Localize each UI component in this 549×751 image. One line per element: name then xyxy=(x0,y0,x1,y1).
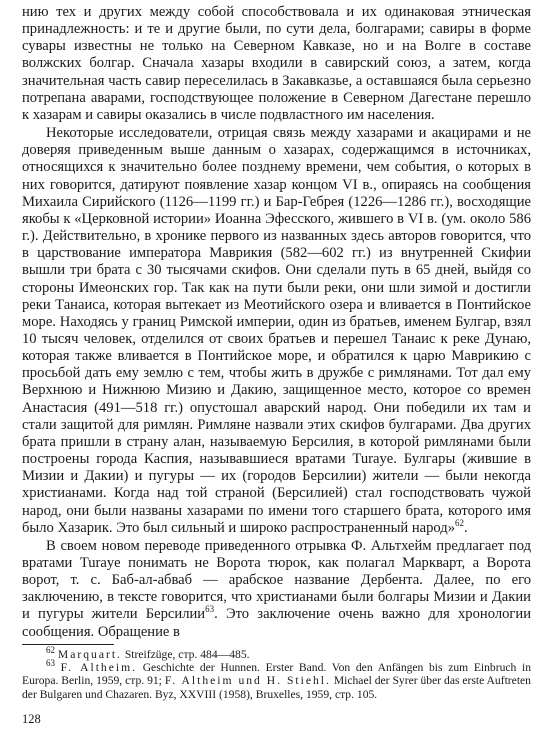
footnote-number: 62 xyxy=(46,644,55,655)
footnote-author: F. Altheim. xyxy=(60,661,138,675)
paragraph-3-text: В своем новом переводе приведенного отрывка Ф. Альтхейм предлагает под вратами Turaye понимать не Ворота тюрок, как полагал Маркварт, а Ворота ворот, т. с. Баб-ал-абваб — арабское название Дербента. Далее, по его заключению, в тексте говорится, что христианами были болгары Мизии и Дакии и пугуры жители Берсилии xyxy=(22,537,531,623)
footnote-author: Marquart. xyxy=(57,647,122,661)
footnotes xyxy=(22,644,532,701)
footnote-author: F. Altheim und H. Stiehl. xyxy=(164,674,331,688)
footnote-text: Geschichte der Hunnen. Erster Band. Von den Anfängen bis zum Einbruch in Europa. Berlin, 1959, стр. 91; xyxy=(22,661,532,688)
paragraph-2-text: Некоторые исследователи, отрицая связь между хазарами и акацирами и не доверяя приведенным выше данным о хазарах, содержащимся в источниках, относящихся к значительно более позднему времени, чем события, о которых в них говорится, датируют появление хазар концом VI в., опираясь на сообщения Михаила Сирийского (1126—1199 гг.) и Бар-Гебрея (1226—1286 гг.), восходящие якобы к «Церковной истории» Иоанна Эфесского, жившего в VI в. (ум. около 586 г.). Действительно, в хронике первого из названных здесь авторов говорится, что в царствование императора Маврикия (582—602 гг.) из внутренней Скифии вышли три брата с 30 тысячами скифов. Они сделали путь в 65 дней, выйдя со стороны Имеонских гор. Так как на пути были реки, они шли зимой и достигли реки Танаиса, которая вытекает из Меотийского озера и вливается в Понтийское море. Находясь у границ Римской империи, один из братьев, именем Булгар, взял 10 тысяч человек, отделился от своих братьев и перешел Танаис к реке Дунаю, которая также вливается в Понтийское море, и обратился к царю Маврикию с просьбой дать ему землю с тем, чтобы жить в дружбе с римлянами. Тот дал ему Верхнюю и Нижнюю Мизию и Дакию, защищенное место, которое со времен Анастасия (491—518 гг.) опустошал аварский народ. Они победили их там и стали защитой для римлян. Римляне назвали этих скифов булгарами. Два других брата пришли в страну алан, называемую Берсилия, в которой римлянами были построены города Каспия, называвшиеся вратами Turaye. Булгары (жившие в Мизии и Дакии) и пугуры — их (городов Берсилии) жители — были некогда христианами. Когда над той страной (Берсилией) стал господствовать чужой народ, они были названы хазарами по имени того старшего брата, которого имя было Хазарик. Это был сильный и широко распространенный народ» xyxy=(22,125,531,536)
page-number: 128 xyxy=(22,712,41,726)
footnote-62 xyxy=(22,644,531,661)
paragraph-3 xyxy=(22,538,531,641)
footnote-ref-63: 63 xyxy=(205,604,215,615)
footnote-number: 63 xyxy=(46,658,55,669)
footnote-63 xyxy=(22,658,532,701)
footnote-ref-62: 62 xyxy=(455,517,465,528)
paragraph-3-tail: . Это заключение очень важно для хронологии сообщения. Обращение в xyxy=(22,606,531,640)
page-body xyxy=(22,4,531,701)
footnote-divider xyxy=(22,644,114,645)
paragraph-2: Некоторые исследователи, отрицая связь между хазарами и акацирами и не доверяя приведенным выше данным о хазарах, содержащимся в источниках, относящихся к значительно более позднему времени, чем события, о которых в них говорится, датируют появление хазар концом VI в., опираясь на сообщения Михаила Сирийского (1126—1199 гг.) и Бар-Гебрея (1226—1286 гг.), восходящие якобы к «Церковной истории» Иоанна Эфесского, жившего в VI в. (ум. около 586 г.). Действительно, в хронике первого из названных здесь авторов говорится, что в царствование императора Маврикия (582—602 гг.) из внутренней Скифии вышли три брата с 30 тысячами скифов. Они сделали путь в 65 дней, выйдя со стороны Имеонских гор. Так как на пути были реки, они шли зимой и достигли реки Танаиса, которая вытекает из Меотийского озера и вливается в Понтийское море. Находясь у границ Римской империи, один из братьев, именем Булгар, взял 10 тысяч человек, отделился от своих братьев и перешел Танаис к реке Дунаю, которая также вливается в Понтийское море, и обратился к царю Маврикию с просьбой дать ему землю с тем, чтобы жить в дружбе с римлянами. Тот дал ему Верхнюю и Нижнюю Мизию и Дакию, защищенное место, которое со времен Анастасия (491—518 гг.) опустошал аварский народ. Они победили их там и стали защитой для римлян. Римляне назвали этих скифов булгарами. Два других брата пришли в страну алан, называемую Берсилия, в которой римлянами были построены города Каспия, называвшиеся вратами Turaye. Булгары (жившие в Мизии и Дакии) и пугуры — их (городов Берсилии) жители — были некогда христианами. Когда над той страной (Берсилией) стал господствовать чужой народ, они были названы хазарами по имени того старшего брата, которого имя было Хазарик. Это был сильный и широко распространенный народ»$^{62}$. xyxy=(22,125,531,536)
paragraph-1-text: нию тех и других между собой способствовала и их одинаковая этническая принадлежность: и те и другие были, по сути дела, болгарами; савиры в форме сувары известны не только на Северном Кавказе, но и на Волге в составе волжских болгар. Сначала хазары входили в савирский союз, а затем, когда значительная часть савир переселилась в Закавказье, а оставшаяся была серьезно потрепана аварами, господствующее положение в Северном Дагестане перешло к хазарам и савиры оказались в числе подвластного им населения. xyxy=(22,4,531,123)
footnote-text: Streifzüge, стр. 484—485. xyxy=(124,647,250,661)
footnote-text: Michael der Syrer über das erste Auftreten der Bulgaren und Chazaren. Byz, XXVIII (1958), Bruxelles, 1959, стр. 105. xyxy=(22,674,531,701)
paragraph-1 xyxy=(22,4,531,124)
